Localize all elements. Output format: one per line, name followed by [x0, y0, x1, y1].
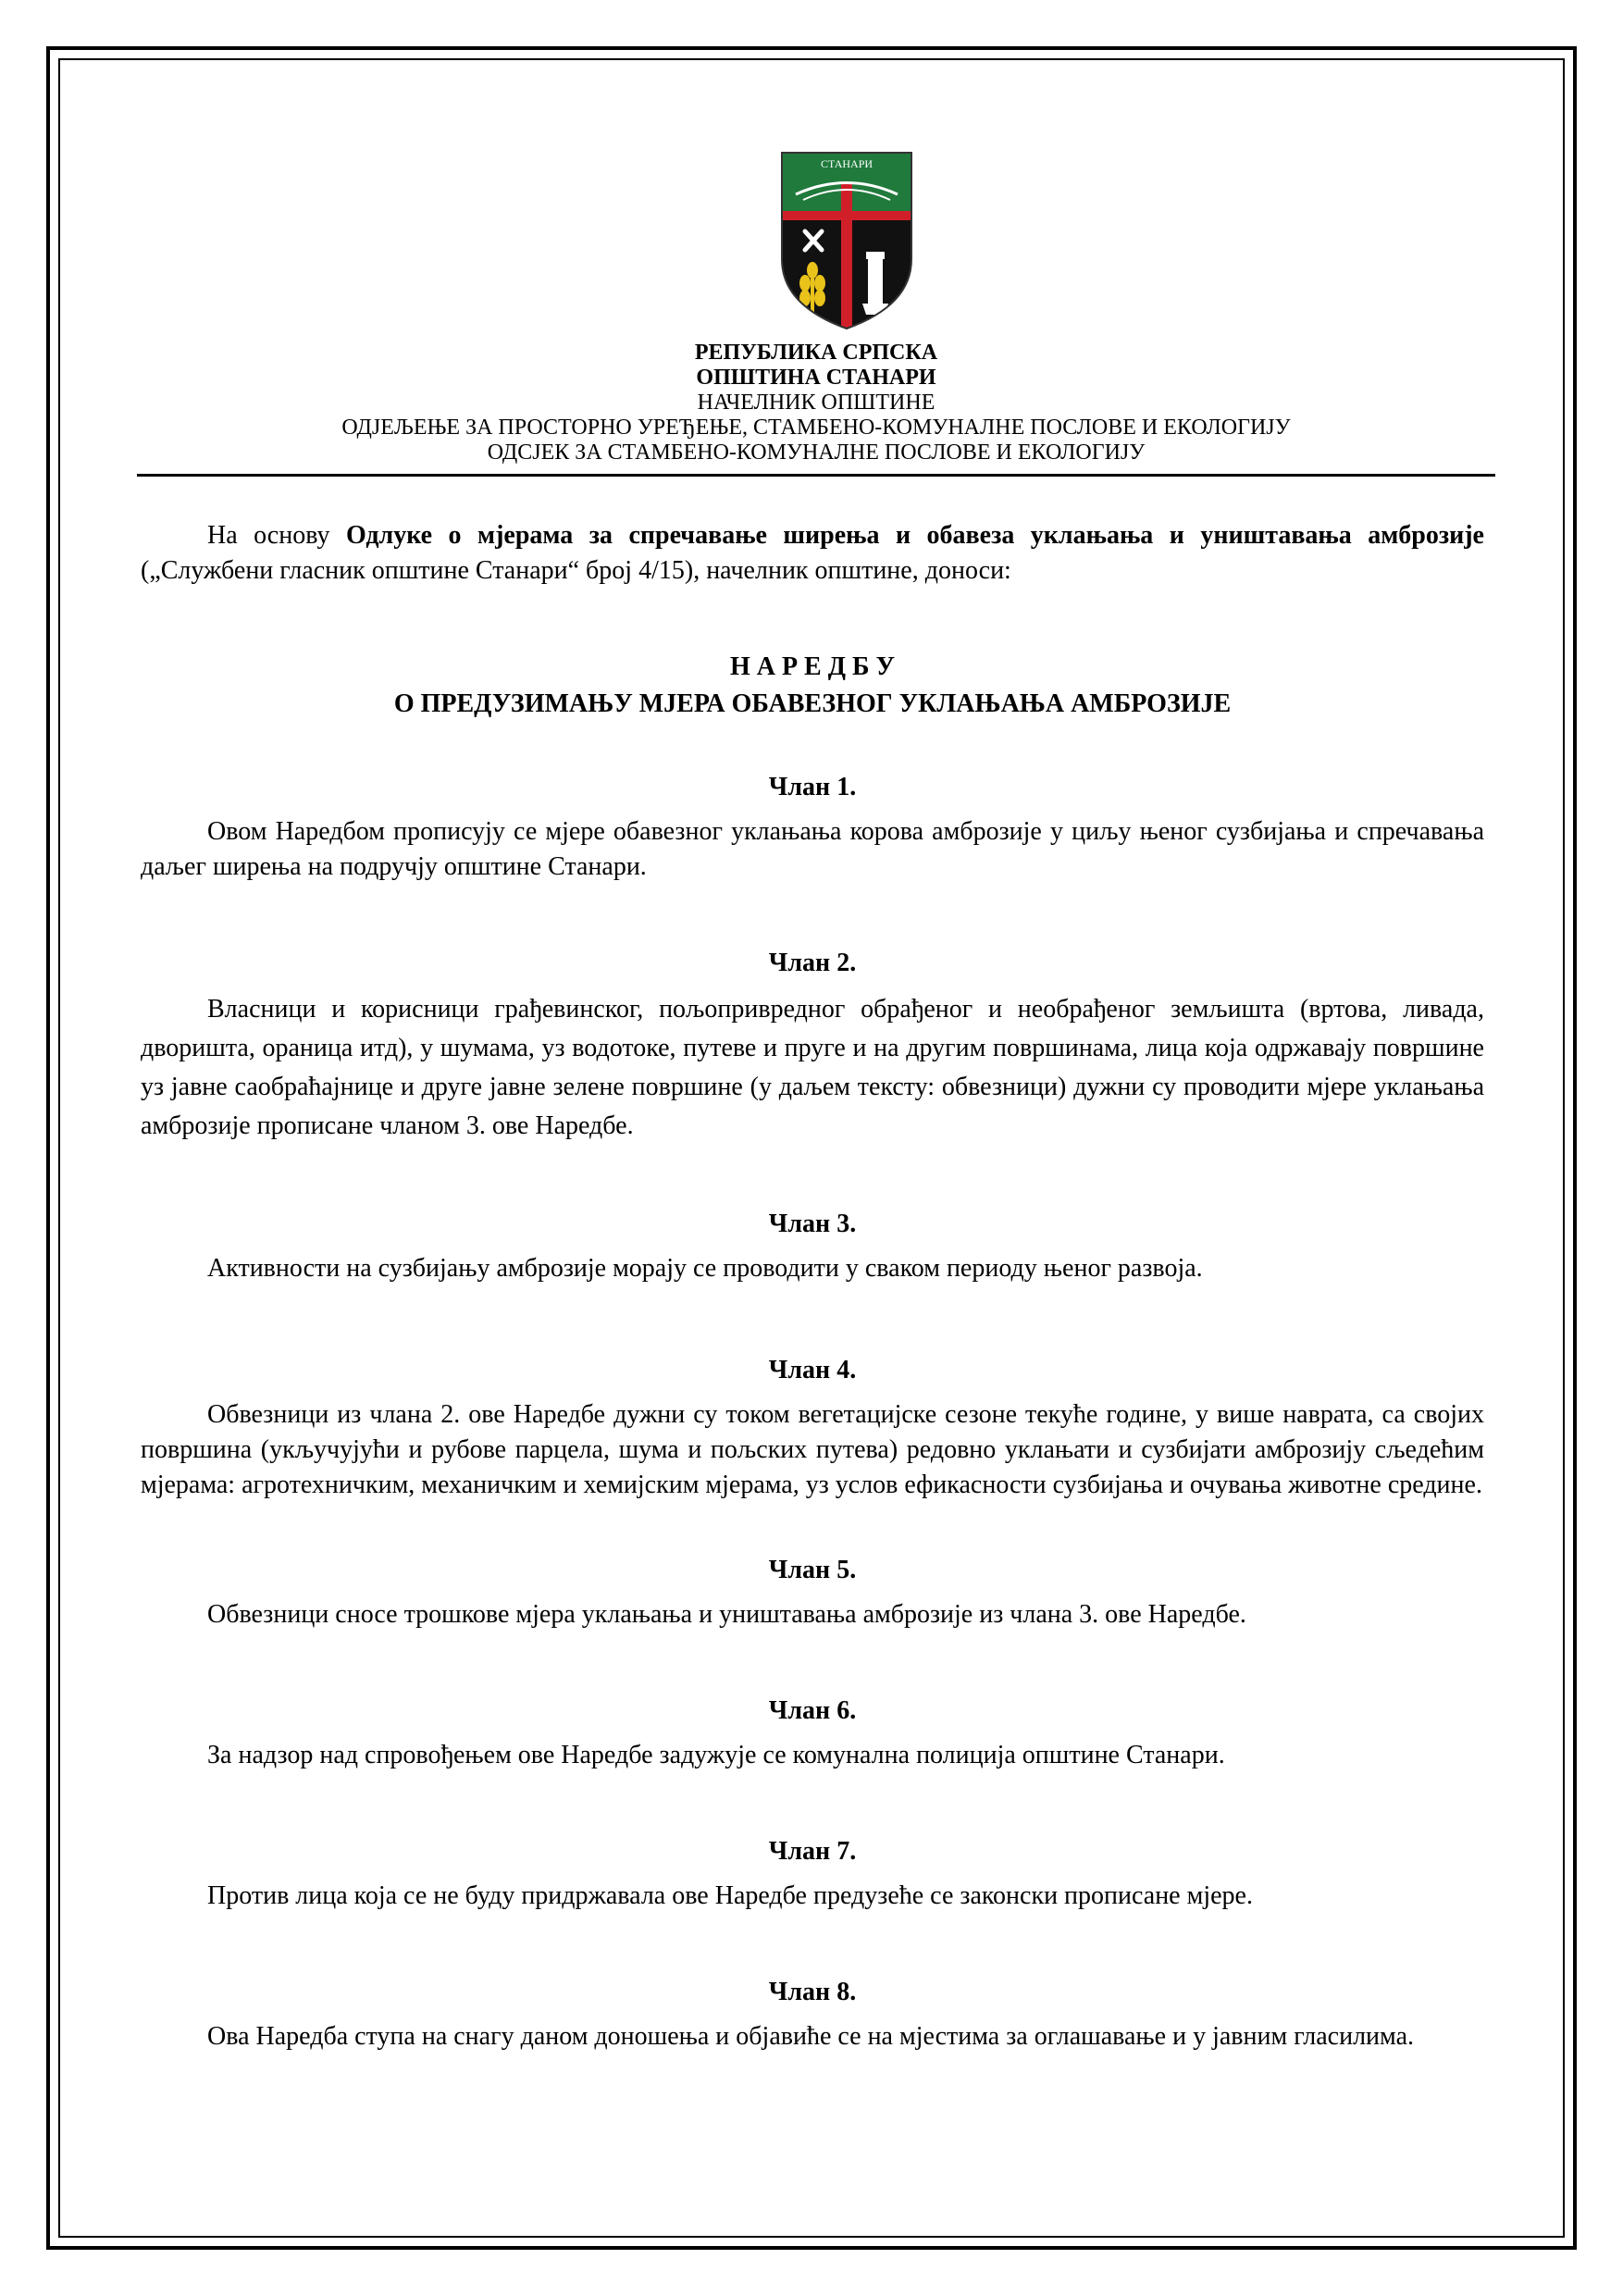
article-text: Обвезници из члана 2. ове Наредбе дужни су током вегетацијске сезоне текуће године, у више наврата, са својих површина (укључујући и рубове парцела, шума и пољских путева) редовно уклањати и сузбијати амброзију сљедећим мјерама: агротехничким, механичким и хемијским мјерама, уз услов ефикасности сузбијања и очувања животне средине.: [141, 1400, 1484, 1499]
header-republic: РЕПУБЛИКА СРПСКА: [694, 341, 938, 365]
coat-of-arms-logo: [777, 148, 916, 333]
header-divider: [137, 474, 1495, 477]
article-text: Ова Наредба ступа на снагу даном доношења и објавиће се на мјестима за оглашавање и у јавним гласилима.: [207, 2022, 1414, 2051]
article-heading: Члан 1.: [768, 773, 857, 801]
header-section: ОДСЈЕК ЗА СТАМБЕНО-КОМУНАЛНЕ ПОСЛОВЕ И ЕКОЛОГИЈУ: [487, 441, 1146, 465]
article-heading: Члан 4.: [768, 1356, 857, 1384]
header-municipality: ОПШТИНА СТАНАРИ: [696, 366, 936, 390]
article-text: Овом Наредбом прописују се мјере обавезног уклањања корова амброзије у циљу њеног сузбијања и спречавања даљег ширења на подручју општине Станари.: [141, 817, 1484, 881]
preamble-lead: На основу: [207, 521, 346, 550]
article-heading: Члан 7.: [768, 1837, 857, 1866]
article-heading: Члан 8.: [768, 1978, 857, 2006]
article-heading: Члан 6.: [768, 1696, 857, 1725]
preamble-decision-title: Одлуке о мјерама за спречавање ширења и обавеза уклањања и уништавања амброзије: [345, 521, 1484, 550]
document-subtitle: О ПРЕДУЗИМАЊУ МЈЕРА ОБАВЕЗНОГ УКЛАЊАЊА АМБРОЗИЈЕ: [393, 689, 1232, 718]
article-text: Активности на сузбијању амброзије морају се проводити у сваком периоду њеног развоја.: [207, 1254, 1203, 1283]
document-header: [137, 341, 1495, 465]
article-text: За надзор над спровођењем ове Наредбе задужује се комунална полиција општине Станари.: [207, 1741, 1225, 1769]
crest-banner-text: СТАНАРИ: [820, 157, 873, 170]
article-heading: Члан 5.: [768, 1556, 857, 1584]
article-heading: Члан 2.: [768, 949, 857, 977]
preamble: [141, 518, 1484, 589]
article-text: Против лица која се не буду придржавала ове Наредбе предузеће се законски прописане мјере.: [207, 1881, 1253, 1910]
article-text: Власници и корисници грађевинског, пољопривредног обрађеног и необрађеног земљишта (вртова, ливада, дворишта, ораница итд), у шумама, уз водотоке, путеве и пруге и на другим површинама, лица која одржавају површине уз јавне саобраћајнице и друге јавне зелене површине (у даљем тексту: обвезници) дужни су проводити мјере уклањања амброзије прописане чланом 3. ове Наредбе.: [141, 995, 1484, 1140]
header-department: ОДЈЕЉЕЊЕ ЗА ПРОСТОРНО УРЕЂЕЊЕ, СТАМБЕНО-КОМУНАЛНЕ ПОСЛОВЕ И ЕКОЛОГИЈУ: [341, 416, 1291, 440]
article-text: Обвезници сносе трошкове мјера уклањања и уништавања амброзије из члана 3. ове Наредбе.: [207, 1600, 1246, 1629]
preamble-rest: („Службени гласник општине Станари“ број 4/15), начелник општине, доноси:: [141, 556, 1011, 585]
document-title: Н А Р Е Д Б У: [729, 652, 896, 681]
article-heading: Члан 3.: [768, 1210, 857, 1238]
header-mayor: НАЧЕЛНИК ОПШТИНЕ: [697, 391, 935, 415]
